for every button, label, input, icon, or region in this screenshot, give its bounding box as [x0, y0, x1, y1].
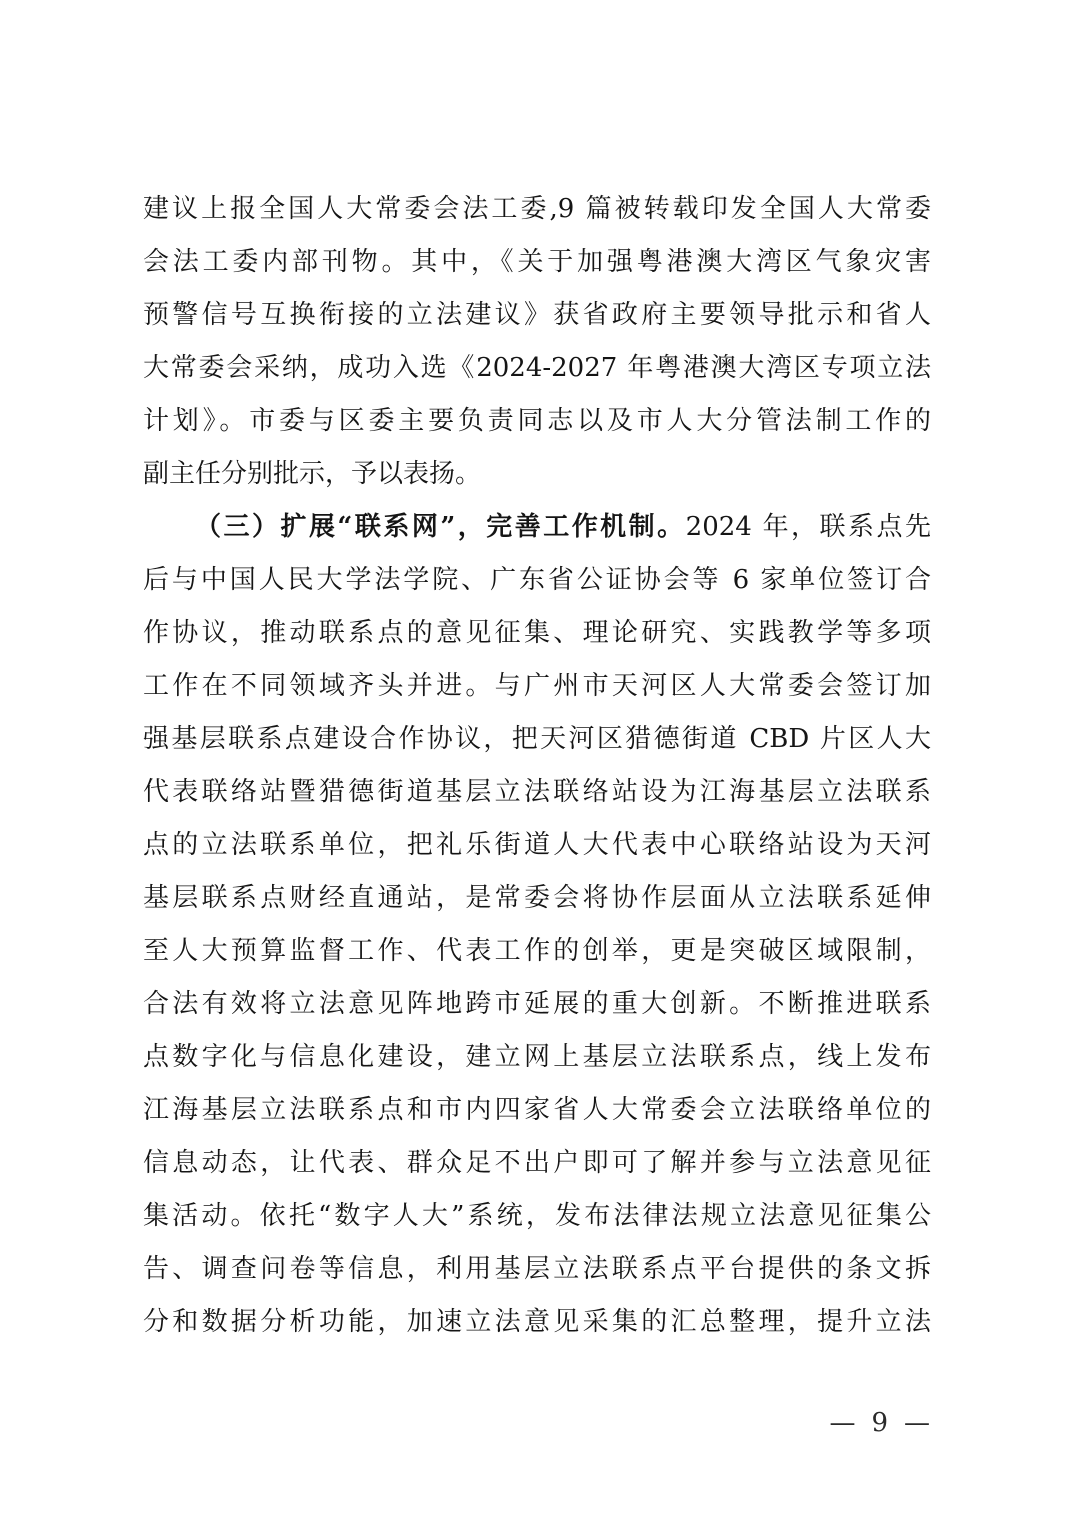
text-line: 建议上报全国人大常委会法工委,9 篇被转载印发全国人大常委: [143, 194, 931, 224]
text-line: 计划》。市委与区委主要负责同志以及市人大分管法制工作的: [143, 406, 931, 436]
text-line: 大常委会采纳，成功入选《2024-2027 年粤港澳大湾区专项立法: [143, 353, 931, 383]
text-line: 会法工委内部刊物。其中，《关于加强粤港澳大湾区气象灾害: [143, 247, 931, 277]
text-line: 点数字化与信息化建设，建立网上基层立法联系点，线上发布: [143, 1042, 931, 1072]
text-line: 代表联络站暨猎德街道基层立法联络站设为江海基层立法联系: [143, 777, 931, 807]
text-line: 分和数据分析功能，加速立法意见采集的汇总整理，提升立法: [143, 1307, 931, 1337]
section-heading-line: [143, 501, 931, 554]
text-line: 告、调查问卷等信息，利用基层立法联系点平台提供的条文拆: [143, 1254, 931, 1284]
text-line-paragraph-end: 副主任分别批示，予以表扬。: [143, 459, 482, 489]
text-line: 江海基层立法联系点和市内四家省人大常委会立法联络单位的: [143, 1095, 931, 1125]
text-line: 至人大预算监督工作、代表工作的创举，更是突破区域限制，: [143, 936, 931, 966]
text-line: 强基层联系点建设合作协议，把天河区猎德街道 CBD 片区人大: [143, 724, 931, 754]
text-line: 预警信号互换衔接的立法建议》获省政府主要领导批示和省人: [143, 300, 931, 330]
section-heading: （三）扩展“联系网”，完善工作机制。: [195, 512, 686, 542]
text-line: 基层联系点财经直通站，是常委会将协作层面从立法联系延伸: [143, 883, 931, 913]
section-heading-tail: 2024 年，联系点先: [685, 512, 931, 542]
text-line: 信息动态，让代表、群众足不出户即可了解并参与立法意见征: [143, 1148, 931, 1178]
document-body: [143, 183, 931, 1349]
page-number: [829, 1403, 930, 1443]
text-line: 点的立法联系单位，把礼乐街道人大代表中心联络站设为天河: [143, 830, 931, 860]
page-number-dash-right: —: [904, 1408, 930, 1438]
text-line: 集活动。依托“数字人大”系统，发布法律法规立法意见征集公: [143, 1201, 931, 1231]
text-line: 合法有效将立法意见阵地跨市延展的重大创新。不断推进联系: [143, 989, 931, 1019]
page-number-dash-left: —: [829, 1408, 856, 1438]
text-line: 工作在不同领域齐头并进。与广州市天河区人大常委会签订加: [143, 671, 931, 701]
text-line: 后与中国人民大学法学院、广东省公证协会等 6 家单位签订合: [143, 565, 931, 595]
page-number-value: 9: [871, 1408, 888, 1438]
text-line: 作协议，推动联系点的意见征集、理论研究、实践教学等多项: [143, 618, 931, 648]
